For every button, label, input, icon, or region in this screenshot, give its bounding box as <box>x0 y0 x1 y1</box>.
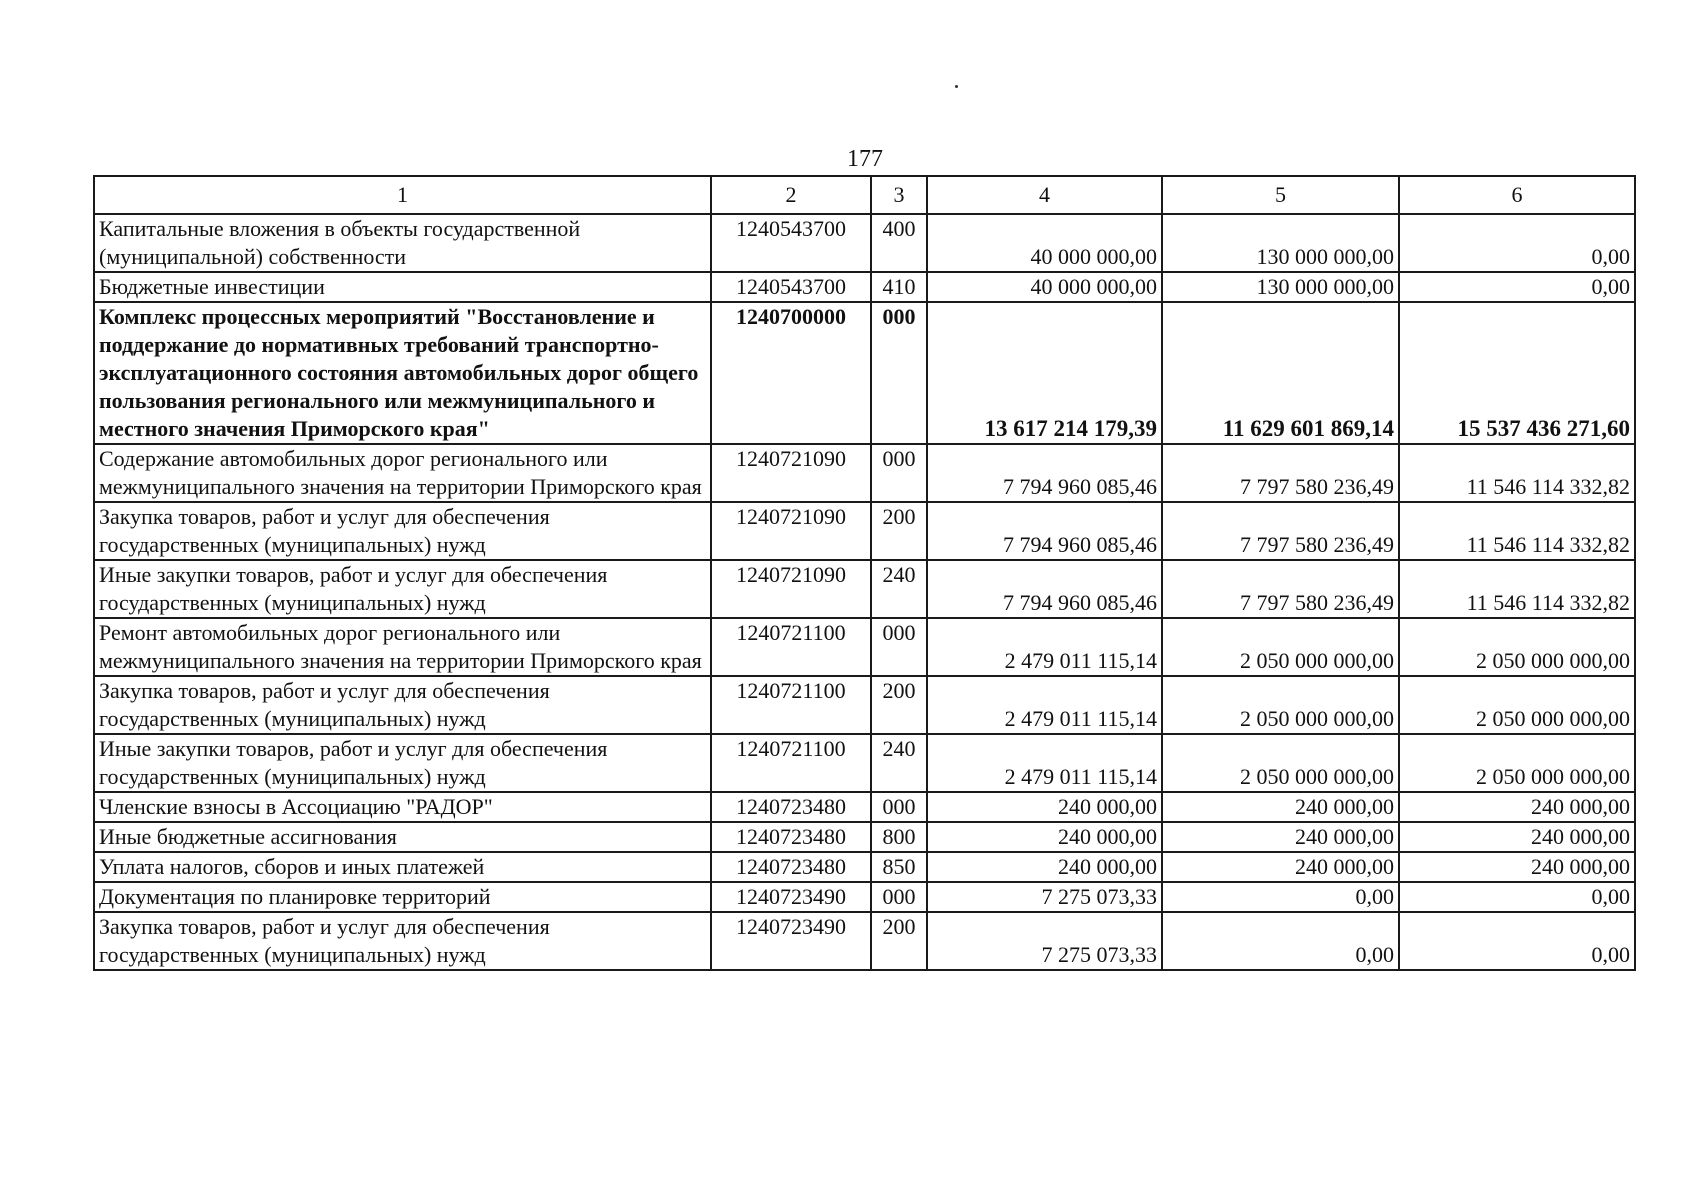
row-code-cell: 1240721090 <box>711 502 871 560</box>
row-name-cell: Иные закупки товаров, работ и услуг для обеспечения государственных (муниципальных) нужд <box>94 734 711 792</box>
row-name-cell: Ремонт автомобильных дорог регионального или межмуниципального значения на территории Приморского края <box>94 618 711 676</box>
row-amount-col4: 2 479 011 115,14 <box>927 676 1162 734</box>
column-number-1: 1 <box>94 176 711 214</box>
row-amount-col5: 240 000,00 <box>1162 792 1399 822</box>
table-row <box>94 502 1635 560</box>
row-amount-col4: 240 000,00 <box>927 822 1162 852</box>
row-code-cell: 1240721100 <box>711 618 871 676</box>
table-row <box>94 302 1635 444</box>
table-row <box>94 214 1635 272</box>
row-code-cell: 1240543700 <box>711 214 871 272</box>
row-name-cell: Закупка товаров, работ и услуг для обеспечения государственных (муниципальных) нужд <box>94 502 711 560</box>
row-name-cell: Содержание автомобильных дорог регионального или межмуниципального значения на территории Приморского края <box>94 444 711 502</box>
row-amount-col6: 2 050 000 000,00 <box>1399 618 1635 676</box>
row-type-cell: 800 <box>871 822 927 852</box>
column-number-4: 4 <box>927 176 1162 214</box>
row-amount-col4: 7 794 960 085,46 <box>927 502 1162 560</box>
row-amount-col4: 7 794 960 085,46 <box>927 444 1162 502</box>
row-type-cell: 000 <box>871 882 927 912</box>
row-type-cell: 240 <box>871 560 927 618</box>
row-amount-col4: 2 479 011 115,14 <box>927 734 1162 792</box>
page-number: 177 <box>847 146 883 172</box>
row-amount-col6: 0,00 <box>1399 272 1635 302</box>
row-amount-col4: 240 000,00 <box>927 792 1162 822</box>
row-name-cell: Комплекс процессных мероприятий "Восстановление и поддержание до нормативных требований транспортно-эксплуатационного состояния автомобильных дорог общего пользования регионального или межмуниципального и местного значения Приморского края" <box>94 302 711 444</box>
row-code-cell: 1240721100 <box>711 676 871 734</box>
row-amount-col5: 11 629 601 869,14 <box>1162 302 1399 444</box>
row-name-cell: Документация по планировке территорий <box>94 882 711 912</box>
row-amount-col4: 240 000,00 <box>927 852 1162 882</box>
column-number-3: 3 <box>871 176 927 214</box>
table-row <box>94 734 1635 792</box>
row-amount-col4: 7 275 073,33 <box>927 912 1162 970</box>
row-type-cell: 000 <box>871 444 927 502</box>
row-amount-col6: 11 546 114 332,82 <box>1399 444 1635 502</box>
row-name-cell: Закупка товаров, работ и услуг для обеспечения государственных (муниципальных) нужд <box>94 912 711 970</box>
row-type-cell: 240 <box>871 734 927 792</box>
row-type-cell: 400 <box>871 214 927 272</box>
row-amount-col4: 7 275 073,33 <box>927 882 1162 912</box>
row-name-cell: Иные закупки товаров, работ и услуг для обеспечения государственных (муниципальных) нужд <box>94 560 711 618</box>
row-amount-col6: 11 546 114 332,82 <box>1399 560 1635 618</box>
table-row <box>94 792 1635 822</box>
row-amount-col6: 11 546 114 332,82 <box>1399 502 1635 560</box>
table-row <box>94 912 1635 970</box>
row-amount-col4: 40 000 000,00 <box>927 214 1162 272</box>
row-amount-col5: 130 000 000,00 <box>1162 214 1399 272</box>
column-number-2: 2 <box>711 176 871 214</box>
row-amount-col4: 13 617 214 179,39 <box>927 302 1162 444</box>
table-row <box>94 444 1635 502</box>
row-amount-col6: 2 050 000 000,00 <box>1399 676 1635 734</box>
row-code-cell: 1240723490 <box>711 882 871 912</box>
row-code-cell: 1240721100 <box>711 734 871 792</box>
row-code-cell: 1240543700 <box>711 272 871 302</box>
table-row <box>94 676 1635 734</box>
row-type-cell: 200 <box>871 502 927 560</box>
row-code-cell: 1240721090 <box>711 560 871 618</box>
column-number-5: 5 <box>1162 176 1399 214</box>
row-amount-col4: 7 794 960 085,46 <box>927 560 1162 618</box>
row-name-cell: Уплата налогов, сборов и иных платежей <box>94 852 711 882</box>
row-amount-col5: 0,00 <box>1162 882 1399 912</box>
row-amount-col6: 0,00 <box>1399 882 1635 912</box>
row-amount-col5: 7 797 580 236,49 <box>1162 444 1399 502</box>
row-amount-col5: 2 050 000 000,00 <box>1162 734 1399 792</box>
row-name-cell: Иные бюджетные ассигнования <box>94 822 711 852</box>
row-amount-col5: 7 797 580 236,49 <box>1162 560 1399 618</box>
row-name-cell: Членские взносы в Ассоциацию "РАДОР" <box>94 792 711 822</box>
row-code-cell: 1240723480 <box>711 792 871 822</box>
row-code-cell: 1240723490 <box>711 912 871 970</box>
row-amount-col5: 7 797 580 236,49 <box>1162 502 1399 560</box>
table-row <box>94 822 1635 852</box>
row-type-cell: 000 <box>871 302 927 444</box>
table-row <box>94 272 1635 302</box>
row-amount-col5: 130 000 000,00 <box>1162 272 1399 302</box>
row-code-cell: 1240723480 <box>711 852 871 882</box>
column-number-6: 6 <box>1399 176 1635 214</box>
row-amount-col6: 15 537 436 271,60 <box>1399 302 1635 444</box>
column-number-row <box>94 176 1635 214</box>
row-amount-col5: 2 050 000 000,00 <box>1162 676 1399 734</box>
row-amount-col6: 0,00 <box>1399 912 1635 970</box>
row-name-cell: Бюджетные инвестиции <box>94 272 711 302</box>
row-amount-col6: 240 000,00 <box>1399 792 1635 822</box>
row-type-cell: 000 <box>871 792 927 822</box>
row-amount-col5: 0,00 <box>1162 912 1399 970</box>
row-amount-col6: 240 000,00 <box>1399 822 1635 852</box>
row-code-cell: 1240723480 <box>711 822 871 852</box>
table-row <box>94 882 1635 912</box>
row-amount-col6: 240 000,00 <box>1399 852 1635 882</box>
row-type-cell: 200 <box>871 912 927 970</box>
scan-speck <box>955 85 958 88</box>
row-name-cell: Капитальные вложения в объекты государственной (муниципальной) собственности <box>94 214 711 272</box>
table-row <box>94 618 1635 676</box>
budget-table <box>93 175 1636 971</box>
row-type-cell: 200 <box>871 676 927 734</box>
row-type-cell: 410 <box>871 272 927 302</box>
row-amount-col6: 0,00 <box>1399 214 1635 272</box>
row-type-cell: 850 <box>871 852 927 882</box>
row-amount-col4: 40 000 000,00 <box>927 272 1162 302</box>
row-amount-col5: 2 050 000 000,00 <box>1162 618 1399 676</box>
row-amount-col5: 240 000,00 <box>1162 852 1399 882</box>
row-type-cell: 000 <box>871 618 927 676</box>
row-amount-col6: 2 050 000 000,00 <box>1399 734 1635 792</box>
row-amount-col5: 240 000,00 <box>1162 822 1399 852</box>
table-row <box>94 852 1635 882</box>
row-name-cell: Закупка товаров, работ и услуг для обеспечения государственных (муниципальных) нужд <box>94 676 711 734</box>
row-amount-col4: 2 479 011 115,14 <box>927 618 1162 676</box>
row-code-cell: 1240700000 <box>711 302 871 444</box>
table-row <box>94 560 1635 618</box>
row-code-cell: 1240721090 <box>711 444 871 502</box>
